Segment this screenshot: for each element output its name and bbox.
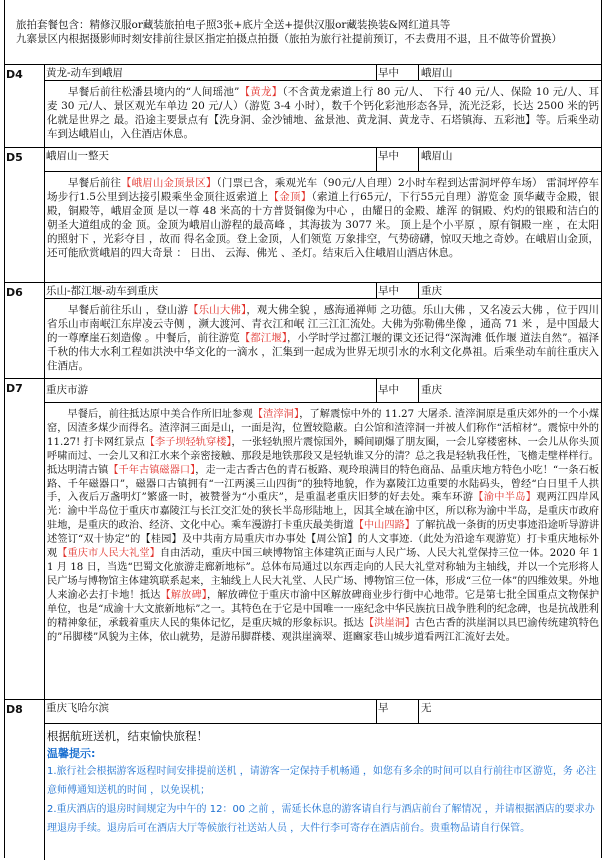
description-text: ，解放碑位于重庆市渝中区解放碑商业步行街中心地带。它是第七批全国重点文物保护单位，也是“成渝十大文旅新地标”之一。其特色在于它是中国唯一一座纪念中华民族抗日战争胜利的纪念碑，也是抗战胜利的精神象征，承载着重庆人民的集体记忆，是重庆城的形象标识。抵达 [47,589,600,629]
cell-divider [418,378,419,402]
day-column-divider [44,64,45,860]
meal-cell: 早中 [378,150,399,162]
attraction-highlight: 【中山四路】 [353,520,416,532]
frame-left-border [4,0,5,858]
description-text: （门票已含，乘观光车（90元/人自理）2小时车程到达雷洞坪停车场） 雷洞坪停车场步行1.5公里到达接引殿乘坐金顶往返索道上 [47,177,600,203]
tips-title: 温馨提示: [47,747,96,760]
cell-divider [418,699,419,723]
row-divider [4,282,601,283]
intro-block [16,18,596,46]
description-text: 早餐后前往 [68,177,122,189]
day-description [47,176,599,260]
meal-cell: 早中 [378,67,399,79]
description-text: 了解抗战一条街的历史事迹沿途听导游讲述签订“双十协定”的【桂园】及中共南方局重庆市办事处【周公馆】的人文事迹.（此处为沿途车观游览）打卡重庆地标外观 [47,520,600,560]
cell-divider [418,282,419,298]
description-text: ，一张轻轨照片震惊国外，瞬间刷爆了朋友圈，一会儿穿楼密林、一会儿从你头顶呼啸而过、一会儿又和江水来个亲密接触、那段是地铁那段又是轻轨谁又分的清？总之我是轻轨我任性，飞檐走壁样样行。抵达明清古镇 [47,436,600,476]
hotel-cell: 峨眉山 [421,67,453,79]
intro-line-2: 九寨景区内根据摄影师时刻安排前往景区指定拍摄点拍摄（旅拍为旅行社提前预订，不去费用不退，且不做等价置换） [16,33,562,45]
cell-divider [376,147,377,171]
description-text: ，小学时学过都江堰的课文还记得“深淘滩 低作堰 道法自然”。福泽千秋的伟大水利工程如洪泱中华文化的一滴水 ，汇集到一起成为世界无坝引水的水利文化鼻祖。后乘坐动车前往重庆入住酒店。 [47,332,599,372]
day-label: D5 [6,151,23,164]
day-label: D7 [6,382,23,395]
cell-divider [376,64,377,80]
description-text: ，观大佛全貌 ，感海通禅师 之功德。乐山大佛 ，又名凌云大佛 ，位于四川省乐山市南岷江东岸凌云寺侧 ，濒大渡河、青衣江和岷 江三江汇流处。大佛为弥勒佛坐像 ，通高 71 米 ，是中国最大的一尊摩崖石刻造像 。中餐后，前往游览 [47,304,599,344]
day-description [47,303,599,373]
row-divider [4,378,601,379]
description-text: ，了解震惊中外的 11.27 大屠杀. 渣滓洞原是重庆郊外的一个小煤窑，因渣多煤少而得名。渣滓洞三面是山，一面是沟，位置较隐蔽。白公馆和渣滓洞一并被人们称作“活棺材”。震惊中外的 11.27! 打卡网红景点 [47,409,600,448]
attraction-highlight: 【金顶】 [268,191,312,203]
cell-divider [376,282,377,298]
hotel-cell: 峨眉山 [421,150,453,162]
route-title: 黄龙-动车到峨眉 [46,67,124,79]
description-text: 自由活动，重庆中国三峡博物馆主体建筑正面与人民广场、人民大礼堂保持三位一体。2020 年 11 月 18 日，当选“巴蜀文化旅游走廊新地标”。总体布局通过以东西走向的人民大礼堂对称轴为主轴线，并以一个完形将人民广场与博物馆主体建筑联系起来，主轴线上人民大礼堂、人民广场、博物馆三位一体，形成“三位一体”的四维效果。外地人来渝必去打卡地！抵达 [47,548,599,601]
hotel-cell: 无 [421,702,432,714]
meal-cell: 早中 [378,384,399,396]
row-divider [44,80,601,81]
cell-divider [418,147,419,171]
attraction-highlight: 【李子坝轻轨穿楼】 [144,436,232,448]
attraction-highlight: 【黄龙】 [239,86,283,98]
row-divider [44,171,601,172]
meal-cell: 早 [378,702,389,714]
description-text: 观两江四岸风光：渝中半岛位于重庆市嘉陵江与长江交汇处的狭长半岛形陆地上，因其全域在渝中区，所以称为渝中半岛，是重庆市政府驻地，是重庆的政治、经济、文化中心。乘车漫游打卡重庆最美街道 [47,492,600,532]
attraction-highlight: 【渣滓洞】 [252,409,300,420]
attraction-highlight: 【解放碑】 [160,589,208,601]
day-label: D4 [6,68,23,81]
attraction-highlight: 【峨眉山金顶景区】 [121,177,217,189]
intro-line-1: 旅拍套餐包含：精修汉服or藏装旅拍电子照3张+底片全送+提供汉服or藏装换装&网红道具等 [16,19,451,31]
attraction-highlight: 【重庆市人民大礼堂】 [57,548,160,560]
tips-block [47,745,599,838]
attraction-highlight: 【都江堰】 [239,332,288,344]
attraction-highlight: 【千年古镇磁器口】 [108,464,196,476]
row-divider [44,402,601,403]
route-title: 重庆市游 [46,384,88,396]
attraction-highlight: 【乐山大佛】 [187,304,247,316]
route-title: 重庆飞哈尔滨 [46,702,109,714]
tip-item: 2.重庆酒店的退房时间规定为中午的 12：00 之前 ，需延长休息的游客请自行与酒店前台了解情况 ，并请根据酒店的要求办 理退房手续。退房后可在酒店大厅等候旅行社送站人员 ，大件行李可寄存在酒店前台。贵重物品请自行保管。 [47,804,595,834]
day-description [47,408,599,644]
row-divider [4,147,601,148]
tip-item: 1.旅行社会根据游客返程时间安排提前送机 ，请游客一定保持手机畅通 ，如您有多余的时间可以自行前往市区游览，务 必注意师傅通知送机的时间 ，以免误机； [47,766,597,796]
attraction-highlight: 【渝中半岛】 [473,492,537,504]
cell-divider [418,64,419,80]
hotel-cell: 重庆 [421,384,442,396]
attraction-highlight: 【洪崖洞】 [363,617,416,629]
description-text: （索道上行65元/，下行55元自理）游览金 顶华藏寺金殿，银殿，铜殿等，峨眉金顶 是以一尊 48 米高的十方普贤铜像为中心 ，由耀日的金殿、雄浑 的铜殿、灼灼的银殿和洁白的朝圣大道组成的金 顶。金顶为峨眉山游程的最高峰 ，其海拔为 3077 米。 顶上是个小平原 ，原有铜殿一座 ，在太阳的照射下 ，光彩夺目 ，故而 得名金顶。登上金顶，人们领览 万象排空，气势磅礴，惊叹天地之奇妙。在峨眉山金顶，还可能欣赏峨眉的四大奇景 ： 日出、 云海、佛光 、圣灯。结束后入住峨眉山酒店休息。 [47,191,599,259]
description-text: ，走一走古香古色的青石板路、观玲琅满目的特色商品、品重庆地方特色小吃！“一条石板路、千年磁器口”，磁器口古镇拥有“一江两溪三山四街”的独特地貌，作为嘉陵江边重要的水陆码头，曾经“白日里千人拱手，入夜后万盏明灯”繁盛一时，被赞誉为“小重庆”，是重温老重庆旧梦的好去处。乘车环游 [47,464,599,504]
route-title: 乐山-都江堰-动车到重庆 [46,285,159,297]
day-description [47,85,599,141]
description-text: 早餐后前往松潘县境内的“人间瑶池” [68,86,240,98]
row-divider [44,298,601,299]
day-label: D8 [6,703,23,716]
description-text: （不含黄龙索道上行 80 元/人、 下行 40 元/人、保险 10 元/人、耳麦 30 元/人、景区观光车单边 20 元/人）（游览 3-4 小时），数千个钙化彩池形态各异，流光泛彩，长达 2500 米的钙化就是世界之 最。沿途主要景点有【洗身洞、金沙铺地、盆景池、黄龙洞、黄龙寺、石塔镇海、五彩池】等。后乘坐动车到达峨眉山，入住酒店休息。 [47,86,600,140]
hotel-cell: 重庆 [421,285,442,297]
row-divider [4,64,601,65]
row-divider [4,699,601,700]
day-label: D6 [6,286,23,299]
frame-right-border [601,0,602,858]
route-title: 峨眉山一整天 [46,150,109,162]
farewell-text: 根据航班送机，结束愉快旅程！ [47,729,208,743]
cell-divider [376,699,377,723]
cell-divider [376,378,377,402]
description-text: 古色古香的洪崖洞以具巴渝传统建筑特色的”吊脚楼”风貌为主体，依山就势，是游吊脚群楼、观洪崖滴翠、逛豳家巷山城步道看两江汇流好去处。 [47,617,600,643]
row-divider [44,723,601,724]
description-text: 早餐后，前往抵达原中美合作所旧址参观 [67,409,253,420]
description-text: 早餐后前往乐山 ，登山游 [68,304,188,316]
meal-cell: 早中 [378,285,399,297]
